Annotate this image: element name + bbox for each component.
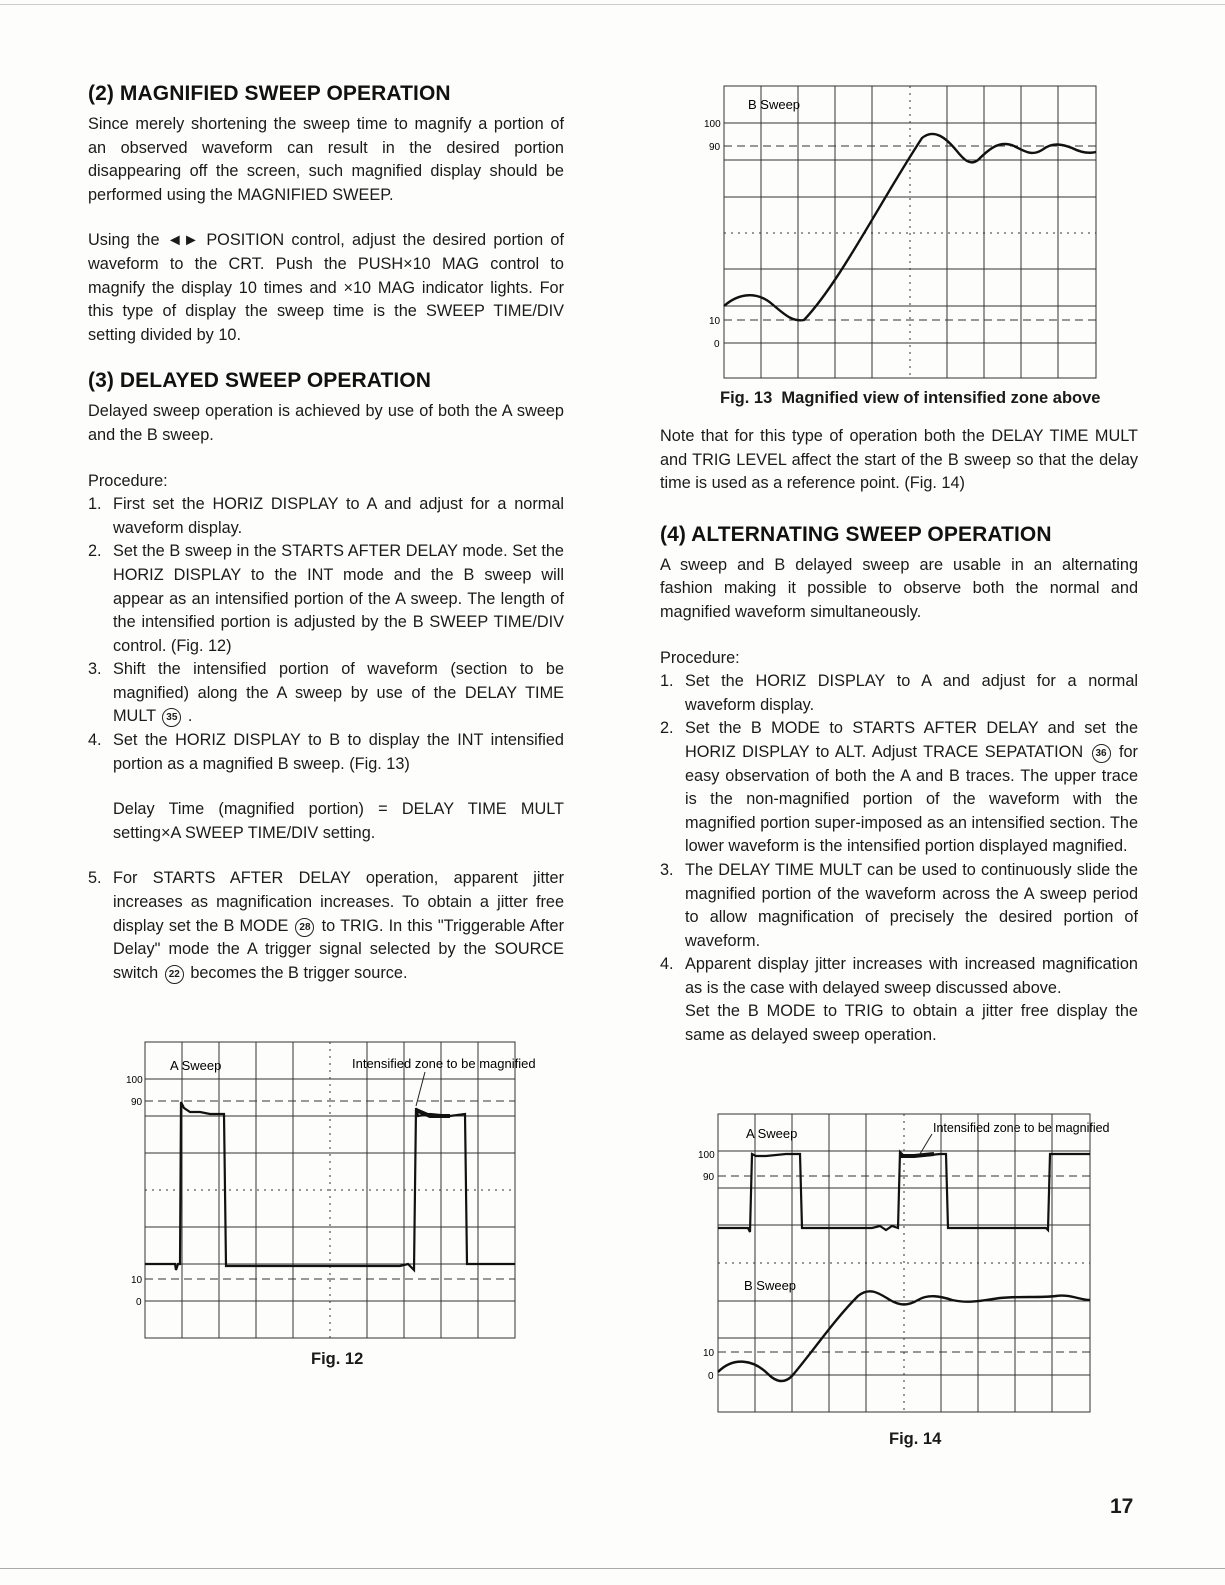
step-text: The DELAY TIME MULT can be used to continuously slide the magnified portion of the waveform across the A sweep period to allow magnification of precisely the desired portion of waveform. [685, 860, 1138, 950]
step-text: For STARTS AFTER DELAY operation, apparent jitter increases as magnification increases. To obtain a jitter free display set the B MODE [113, 869, 564, 935]
fig-12-label-100: 100 [126, 1075, 143, 1086]
step-text: Set the B MODE to STARTS AFTER DELAY and set the HORIZ DISPLAY to ALT. Adjust TRACE SEPATATION [685, 719, 1138, 761]
section-4-intro: A sweep and B delayed sweep are usable in an alternating fashion making it possible to observe both the normal and magnified waveform simultaneously. [660, 555, 1138, 621]
step-number: 3. [88, 660, 102, 679]
fig-14-annotation: Intensified zone to be magnified [933, 1121, 1110, 1135]
section-2-para-1: Since merely shortening the sweep time to magnify a portion of an observed waveform can result in the desired portion disappearing off the screen, such magnified display should be performed using the MAGNIFIED SWEEP. [88, 115, 564, 204]
control-ref-22: 22 [165, 965, 184, 984]
step-number: 5. [88, 869, 102, 888]
right-column [660, 425, 1138, 1048]
page-number: 17 [1110, 1495, 1134, 1518]
fig-13-label-90: 90 [709, 142, 721, 153]
fig-13-grid [724, 86, 1096, 378]
section-4-steps [660, 670, 1138, 1048]
fig-12-caption: Fig. 12 [311, 1350, 364, 1368]
step-end: . [187, 707, 193, 726]
control-ref-36: 36 [1092, 744, 1111, 763]
fig-14-trace-a-label: A Sweep [746, 1126, 798, 1141]
step-number: 4. [88, 731, 102, 750]
top-rule [0, 4, 1225, 5]
fig-13-label-100: 100 [704, 119, 721, 130]
fig-12-annotation: Intensified zone to be magnified [352, 1056, 536, 1071]
step-text: to TRIG. In this "Triggerable After Delay" mode the A trigger signal selected by the SOURCE switch [113, 916, 564, 982]
step-text: First set the HORIZ DISPLAY to A and adjust for a normal waveform display. [113, 495, 564, 537]
fig-14-grid [718, 1114, 1090, 1412]
fig-14-label-100: 100 [698, 1150, 715, 1161]
bottom-rule [0, 1568, 1225, 1569]
section-4-procedure-label: Procedure: [660, 648, 740, 667]
section-3-step-1 [88, 493, 564, 540]
section-3-step-2 [88, 540, 564, 658]
fig-12-label-0: 0 [136, 1297, 142, 1308]
step-number: 2. [88, 542, 102, 561]
section-2-para-2: Using the ◄► POSITION control, adjust the desired portion of waveform to the CRT. Push the PUSH×10 MAG control to magnify the display 10 times and ×10 MAG indicator lights. For this type of display the sweep time is the SWEEP TIME/DIV setting divided by 10. [88, 231, 564, 344]
step-text: Set the HORIZ DISPLAY to A and adjust for a normal waveform display. [685, 672, 1138, 714]
step-text: Shift the intensified portion of waveform (section to be magnified) along the A sweep by use of the DELAY TIME MULT [113, 660, 564, 726]
section-3-step-5 [88, 867, 564, 985]
control-ref-35: 35 [162, 708, 181, 727]
fig-14-label-10: 10 [703, 1348, 715, 1359]
fig-14-label-0: 0 [708, 1371, 714, 1382]
section-4-step-3 [660, 859, 1138, 953]
section-4-step-1 [660, 670, 1138, 717]
section-3-procedure-label: Procedure: [88, 471, 168, 490]
step-number: 3. [660, 860, 674, 879]
fig-14-caption: Fig. 14 [889, 1430, 942, 1448]
fig-14-intensified-zone [900, 1154, 934, 1156]
section-4-heading: (4) ALTERNATING SWEEP OPERATION [660, 522, 1052, 546]
step-number: 1. [88, 495, 102, 514]
step-text: for easy observation of both the A and B traces. The upper trace is the non-magnified portion of the waveform with the magnified portion super-imposed as an intensified section. The lower waveform is the intensified portion displayed magnified. [685, 742, 1138, 856]
fig-12-label-10: 10 [131, 1275, 143, 1286]
section-4-step-4 [660, 953, 1138, 1047]
step-number: 1. [660, 672, 674, 691]
section-3-intro: Delayed sweep operation is achieved by use of both the A sweep and the B sweep. [88, 402, 564, 444]
step-text: becomes the B trigger source. [190, 963, 408, 982]
fig-14-label-90: 90 [703, 1172, 715, 1183]
section-3-steps [88, 493, 564, 776]
step-number: 4. [660, 955, 674, 974]
fig-14-trace-b-label: B Sweep [744, 1278, 797, 1293]
fig-14-note: Note that for this type of operation both the DELAY TIME MULT and TRIG LEVEL affect the start of the B sweep so that the delay time is used as a reference point. (Fig. 14) [660, 427, 1138, 493]
fig-12-trace-label: A Sweep [170, 1058, 222, 1073]
fig-12-label-90: 90 [131, 1097, 143, 1108]
left-column [88, 80, 564, 985]
fig-13-label-10: 10 [709, 316, 721, 327]
section-4-step-2 [660, 717, 1138, 859]
fig-13-oscillogram [700, 82, 1120, 382]
fig-12-oscillogram [120, 1038, 540, 1340]
section-3-heading: (3) DELAYED SWEEP OPERATION [88, 369, 432, 393]
fig-13-trace-label: B Sweep [748, 97, 801, 112]
section-3-step-4 [88, 729, 564, 776]
fig-14-oscillogram [694, 1110, 1114, 1415]
control-ref-28: 28 [295, 918, 314, 937]
section-3-steps-cont [88, 867, 564, 985]
fig-13-label-0: 0 [714, 339, 720, 350]
step-text: Apparent display jitter increases with increased magnification as is the case with delayed sweep discussed above. [685, 955, 1138, 997]
fig-12-grid [145, 1042, 515, 1338]
delay-time-formula: Delay Time (magnified portion) = DELAY TIME MULT setting×A SWEEP TIME/DIV setting. [113, 800, 564, 842]
fig-13-caption: Fig. 13 Magnified view of intensified zone above [720, 389, 1101, 407]
step-number: 2. [660, 719, 674, 738]
section-2-heading: (2) MAGNIFIED SWEEP OPERATION [88, 82, 451, 105]
step-text: Set the HORIZ DISPLAY to B to display the INT intensified portion as a magnified B sweep. (Fig. 13) [113, 731, 564, 773]
step-text: Set the B MODE to TRIG to obtain a jitter free display the same as delayed sweep operation. [685, 1002, 1138, 1045]
section-3-step-3 [88, 658, 564, 729]
step-text: Set the B sweep in the STARTS AFTER DELAY mode. Set the HORIZ DISPLAY to the INT mode and the B sweep will appear as an intensified portion of the A sweep. The length of the intensified portion is adjusted by the B SWEEP TIME/DIV control. (Fig. 12) [113, 542, 564, 655]
